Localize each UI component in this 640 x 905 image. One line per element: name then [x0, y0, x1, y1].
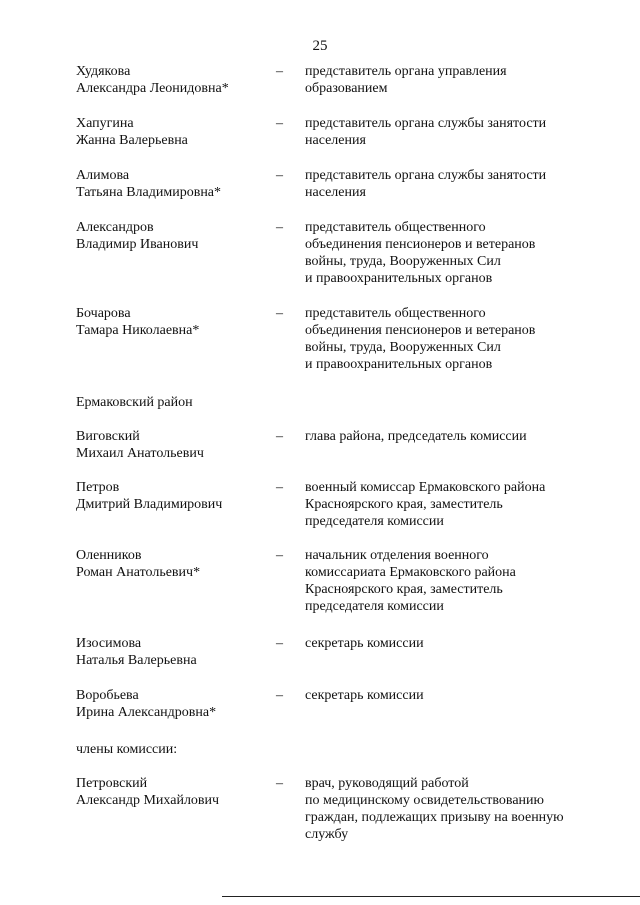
role-line: граждан, подлежащих призыву на военную: [305, 810, 564, 825]
role-line: председателя комиссии: [305, 599, 444, 614]
member-role: [305, 775, 625, 843]
member-role: [305, 115, 625, 149]
role-line: войны, труда, Вооруженных Сил: [305, 340, 501, 355]
dash: –: [276, 429, 283, 444]
member-name: [76, 635, 276, 669]
surname: Изосимова: [76, 636, 142, 651]
surname: Алимова: [76, 168, 130, 183]
given-names: Ирина Александровна*: [76, 705, 217, 720]
role-line: начальник отделения военного: [305, 548, 489, 563]
page-number: 25: [312, 38, 328, 54]
role-line: представитель общественного: [305, 306, 486, 321]
dash: –: [276, 306, 283, 321]
given-names: Татьяна Владимировна*: [76, 185, 222, 200]
role-line: Красноярского края, заместитель: [305, 497, 503, 512]
given-names: Тамара Николаевна*: [76, 323, 200, 338]
member-name: [76, 428, 276, 462]
role-line: председателя комиссии: [305, 514, 444, 529]
member-name: [76, 219, 276, 253]
role-line: Красноярского края, заместитель: [305, 582, 503, 597]
dash: –: [276, 64, 283, 79]
dash: –: [276, 480, 283, 495]
member-role: [305, 63, 625, 97]
given-names: Дмитрий Владимирович: [76, 497, 223, 512]
dash: –: [276, 220, 283, 235]
member-name: [76, 305, 276, 339]
given-names: Наталья Валерьевна: [76, 653, 197, 668]
given-names: Жанна Валерьевна: [76, 133, 188, 148]
member-role: [305, 219, 625, 287]
member-name: [76, 687, 276, 721]
dash: –: [276, 776, 283, 791]
dash: –: [276, 636, 283, 651]
given-names: Михаил Анатольевич: [76, 446, 204, 461]
role-line: по медицинскому освидетельствованию: [305, 793, 545, 808]
surname: Худякова: [76, 64, 131, 79]
member-role: [305, 635, 625, 652]
given-names: Роман Анатольевич*: [76, 565, 201, 580]
given-names: Александр Михайлович: [76, 793, 220, 808]
member-name: [76, 479, 276, 513]
role-line: секретарь комиссии: [305, 636, 424, 651]
role-line: объединения пенсионеров и ветеранов: [305, 323, 536, 338]
given-names: Владимир Иванович: [76, 237, 199, 252]
member-name: [76, 115, 276, 149]
member-role: [305, 167, 625, 201]
surname: Бочарова: [76, 306, 131, 321]
role-line: и правоохранительных органов: [305, 357, 493, 372]
role-line: комиссариата Ермаковского района: [305, 565, 516, 580]
surname: Петров: [76, 480, 120, 495]
role-line: представитель органа службы занятости: [305, 168, 547, 183]
member-role: [305, 547, 625, 615]
role-line: представитель органа службы занятости: [305, 116, 547, 131]
member-name: [76, 63, 276, 97]
role-line: представитель органа управления: [305, 64, 507, 79]
member-name: [76, 775, 276, 809]
role-line: врач, руководящий работой: [305, 776, 469, 791]
member-role: [305, 305, 625, 373]
role-line: объединения пенсионеров и ветеранов: [305, 237, 536, 252]
member-role: [305, 687, 625, 704]
members-heading: члены комиссии:: [76, 742, 178, 757]
member-name: [76, 167, 276, 201]
role-line: секретарь комиссии: [305, 688, 424, 703]
dash: –: [276, 688, 283, 703]
surname: Воробьева: [76, 688, 139, 703]
role-line: образованием: [305, 81, 388, 96]
role-line: населения: [305, 185, 366, 200]
surname: Хапугина: [76, 116, 134, 131]
role-line: глава района, председатель комиссии: [305, 429, 527, 444]
bottom-rule: [222, 896, 640, 897]
surname: Александров: [76, 220, 154, 235]
surname: Оленников: [76, 548, 142, 563]
district-heading: Ермаковский район: [76, 395, 193, 410]
dash: –: [276, 116, 283, 131]
role-line: населения: [305, 133, 366, 148]
surname: Виговский: [76, 429, 140, 444]
role-line: представитель общественного: [305, 220, 486, 235]
role-line: и правоохранительных органов: [305, 271, 493, 286]
dash: –: [276, 548, 283, 563]
dash: –: [276, 168, 283, 183]
member-role: [305, 428, 625, 445]
member-role: [305, 479, 625, 530]
given-names: Александра Леонидовна*: [76, 81, 229, 96]
role-line: войны, труда, Вооруженных Сил: [305, 254, 501, 269]
role-line: военный комиссар Ермаковского района: [305, 480, 546, 495]
surname: Петровский: [76, 776, 148, 791]
role-line: службу: [305, 827, 349, 842]
member-name: [76, 547, 276, 581]
